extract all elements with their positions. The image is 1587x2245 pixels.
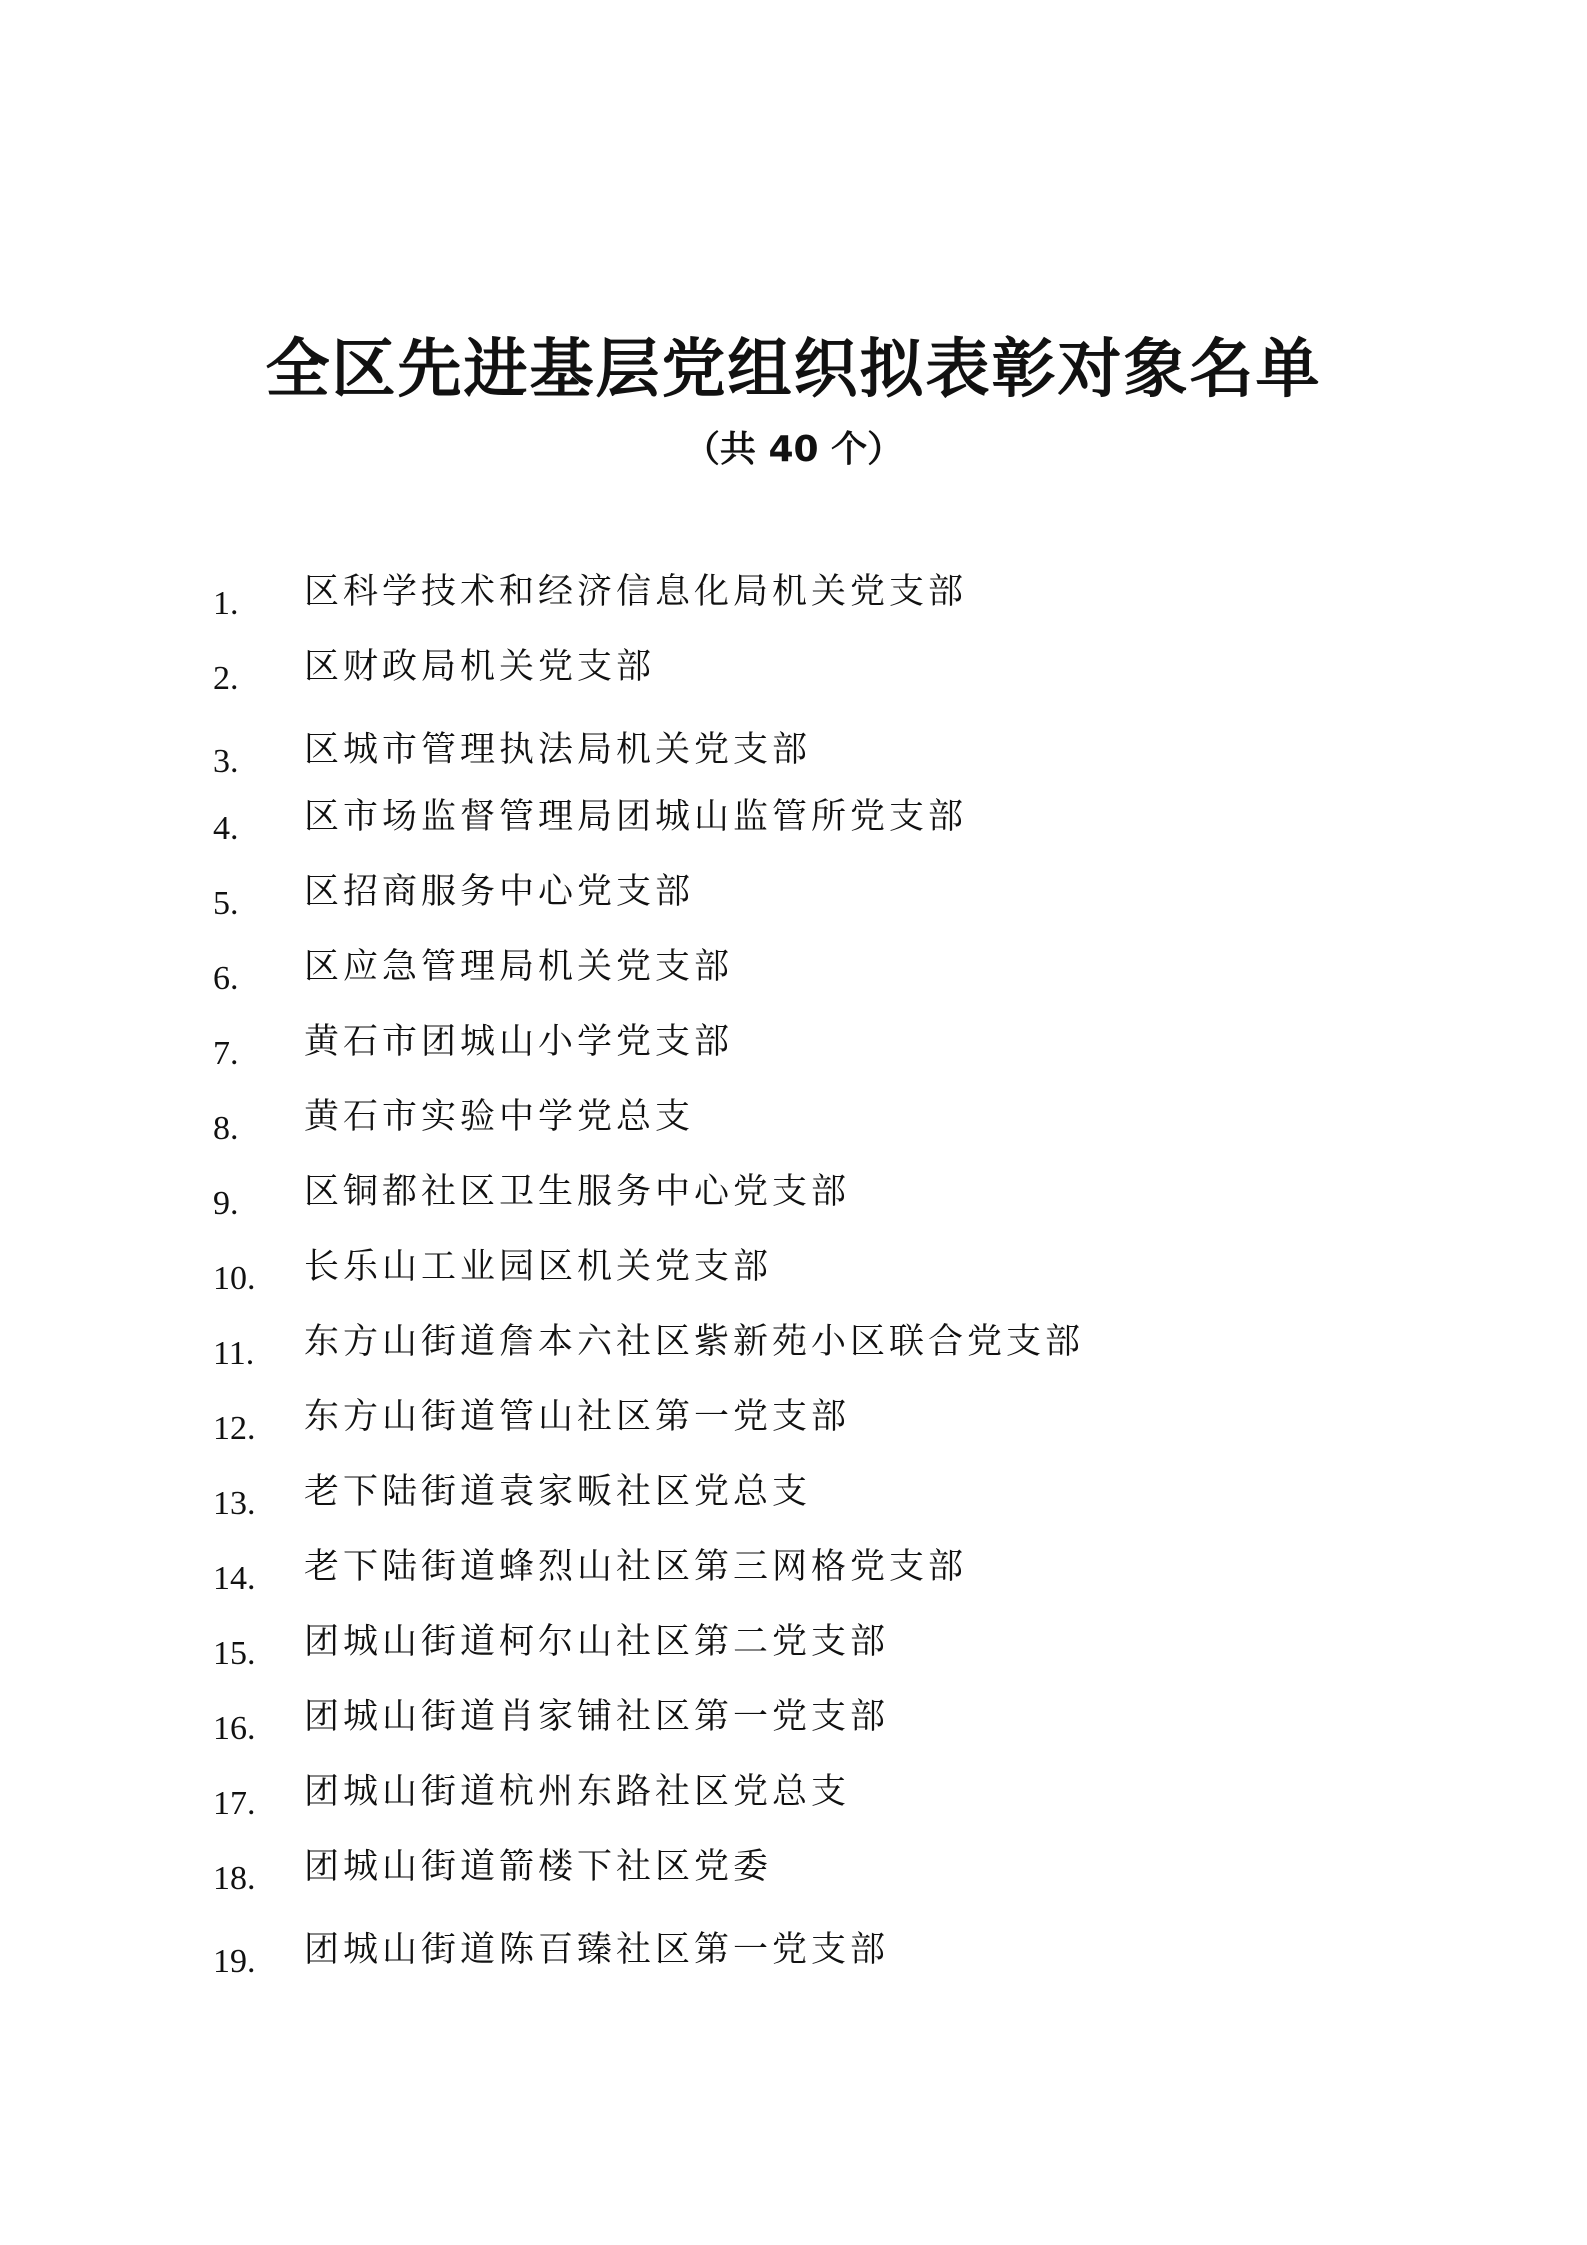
list-item xyxy=(0,1845,1587,1901)
item-text: 区科学技术和经济信息化局机关党支部 xyxy=(304,572,968,612)
item-text: 区招商服务中心党支部 xyxy=(304,872,695,912)
item-text: 团城山街道肖家铺社区第一党支部 xyxy=(304,1697,890,1737)
item-number: 3. xyxy=(213,743,239,780)
document-title: 全区先进基层党组织拟表彰对象名单 xyxy=(265,332,1322,407)
list-item xyxy=(0,645,1587,701)
item-text: 东方山街道詹本六社区紫新苑小区联合党支部 xyxy=(304,1322,1085,1362)
item-number: 12. xyxy=(213,1410,256,1447)
item-text: 区财政局机关党支部 xyxy=(304,647,656,687)
item-number: 11. xyxy=(213,1335,255,1372)
list-item xyxy=(0,1545,1587,1601)
item-number: 17. xyxy=(213,1785,256,1822)
list-item xyxy=(0,1928,1587,1984)
item-text: 老下陆街道袁家畈社区党总支 xyxy=(304,1472,812,1512)
list-item xyxy=(0,870,1587,926)
item-text: 黄石市实验中学党总支 xyxy=(304,1097,695,1137)
item-text: 团城山街道柯尔山社区第二党支部 xyxy=(304,1622,890,1662)
list-item xyxy=(0,1770,1587,1826)
item-number: 13. xyxy=(213,1485,256,1522)
list-item xyxy=(0,1170,1587,1226)
item-number: 7. xyxy=(213,1035,239,1072)
item-number: 1. xyxy=(213,585,239,622)
list-item xyxy=(0,1695,1587,1751)
list-item xyxy=(0,1320,1587,1376)
item-text: 长乐山工业园区机关党支部 xyxy=(304,1247,773,1287)
list-item xyxy=(0,1395,1587,1451)
item-number: 6. xyxy=(213,960,239,997)
item-number: 19. xyxy=(213,1943,256,1980)
item-number: 10. xyxy=(213,1260,256,1297)
item-number: 9. xyxy=(213,1185,239,1222)
item-text: 老下陆街道蜂烈山社区第三网格党支部 xyxy=(304,1547,968,1587)
item-number: 2. xyxy=(213,660,239,697)
list-item xyxy=(0,728,1587,784)
list-item xyxy=(0,1095,1587,1151)
item-text: 团城山街道陈百臻社区第一党支部 xyxy=(304,1930,890,1970)
item-text: 黄石市团城山小学党支部 xyxy=(304,1022,734,1062)
list-item xyxy=(0,795,1587,851)
list-item xyxy=(0,570,1587,626)
item-text: 团城山街道杭州东路社区党总支 xyxy=(304,1772,851,1812)
item-number: 4. xyxy=(213,810,239,847)
list-item xyxy=(0,1620,1587,1676)
item-number: 16. xyxy=(213,1710,256,1747)
item-number: 15. xyxy=(213,1635,256,1672)
item-text: 团城山街道箭楼下社区党委 xyxy=(304,1847,773,1887)
item-text: 区应急管理局机关党支部 xyxy=(304,947,734,987)
document-subtitle: （共 40 个） xyxy=(683,429,904,470)
item-text: 区铜都社区卫生服务中心党支部 xyxy=(304,1172,851,1212)
list-item xyxy=(0,1470,1587,1526)
item-text: 区城市管理执法局机关党支部 xyxy=(304,730,812,770)
item-number: 18. xyxy=(213,1860,256,1897)
list-item xyxy=(0,1245,1587,1301)
item-text: 区市场监督管理局团城山监管所党支部 xyxy=(304,797,968,837)
item-number: 8. xyxy=(213,1110,239,1147)
item-number: 14. xyxy=(213,1560,256,1597)
item-text: 东方山街道管山社区第一党支部 xyxy=(304,1397,851,1437)
list-item xyxy=(0,1020,1587,1076)
item-number: 5. xyxy=(213,885,239,922)
list-item xyxy=(0,945,1587,1001)
